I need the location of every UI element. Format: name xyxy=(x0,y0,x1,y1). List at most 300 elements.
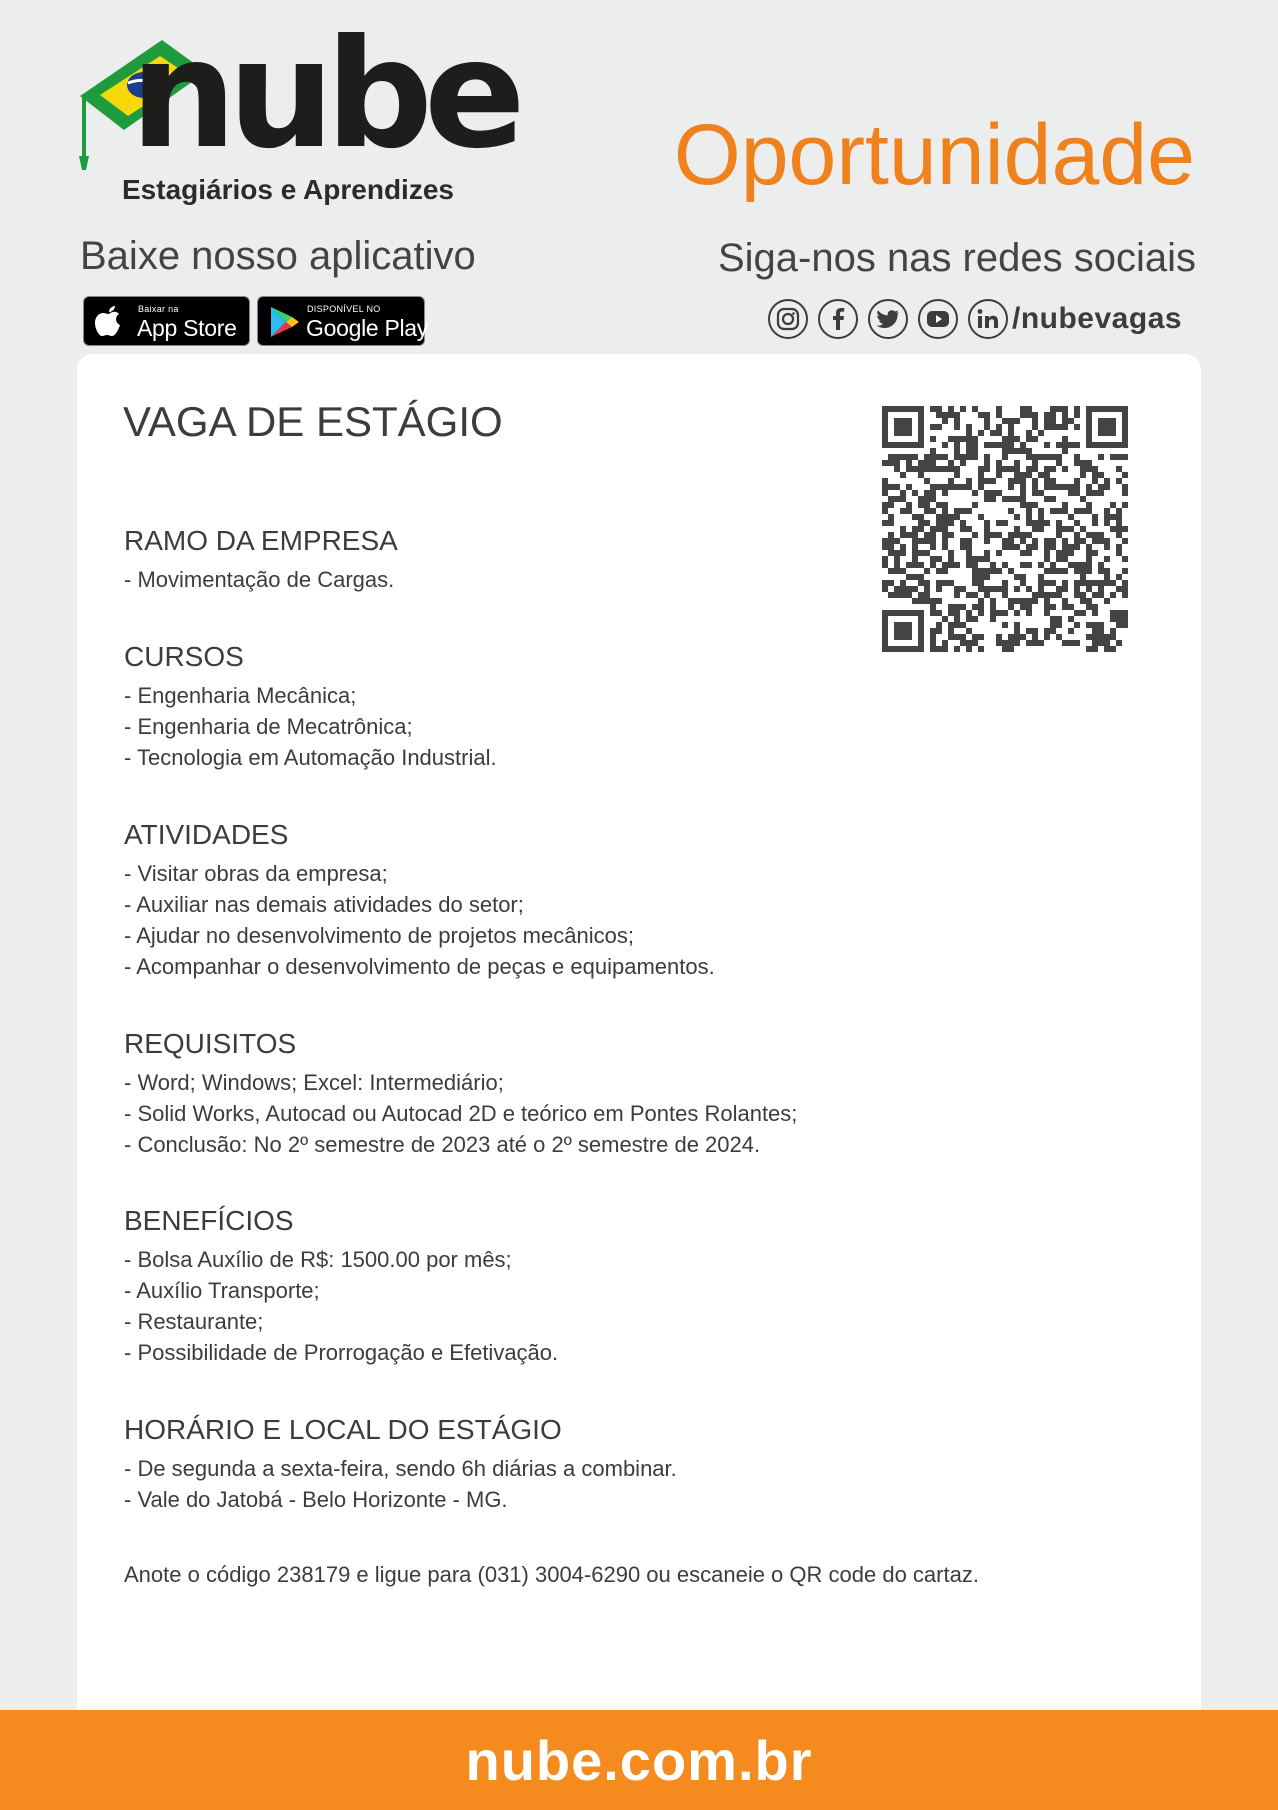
qr-module xyxy=(1050,478,1056,484)
qr-module xyxy=(1014,478,1020,484)
qr-module xyxy=(948,634,954,640)
qr-module xyxy=(1002,580,1008,586)
qr-module xyxy=(1074,592,1080,598)
qr-module xyxy=(996,460,1002,466)
qr-module xyxy=(1110,430,1116,436)
qr-module xyxy=(906,460,912,466)
qr-module xyxy=(1092,580,1098,586)
qr-module xyxy=(918,496,924,502)
qr-module xyxy=(888,568,894,574)
qr-module xyxy=(960,508,966,514)
qr-module xyxy=(918,640,924,646)
qr-module xyxy=(906,442,912,448)
qr-module xyxy=(1086,634,1092,640)
qr-module xyxy=(1020,634,1026,640)
qr-module xyxy=(942,520,948,526)
qr-module xyxy=(948,478,954,484)
facebook-icon[interactable] xyxy=(818,299,858,339)
qr-module xyxy=(894,562,900,568)
qr-module xyxy=(1026,508,1032,514)
qr-module xyxy=(1026,448,1032,454)
qr-module xyxy=(1074,538,1080,544)
qr-module xyxy=(948,520,954,526)
list-item: - Solid Works, Autocad ou Autocad 2D e teórico em Pontes Rolantes; xyxy=(124,1101,798,1126)
qr-module xyxy=(936,424,942,430)
qr-module xyxy=(954,508,960,514)
twitter-icon[interactable] xyxy=(868,299,908,339)
qr-module xyxy=(924,454,930,460)
qr-module xyxy=(1104,598,1110,604)
list-item: - Ajudar no desenvolvimento de projetos mecânicos; xyxy=(124,923,634,948)
youtube-icon[interactable] xyxy=(918,299,958,339)
qr-module xyxy=(972,640,978,646)
qr-module xyxy=(978,478,984,484)
qr-module xyxy=(954,472,960,478)
qr-module xyxy=(882,436,888,442)
instagram-icon[interactable] xyxy=(768,299,808,339)
qr-module xyxy=(1110,526,1116,532)
qr-module xyxy=(1086,466,1092,472)
qr-module xyxy=(930,598,936,604)
qr-module xyxy=(936,514,942,520)
qr-module xyxy=(1014,598,1020,604)
qr-module xyxy=(1062,424,1068,430)
qr-module xyxy=(1092,514,1098,520)
qr-module xyxy=(996,532,1002,538)
qr-module xyxy=(1116,526,1122,532)
qr-module xyxy=(1020,406,1026,412)
qr-module xyxy=(978,580,984,586)
qr-module xyxy=(930,436,936,442)
qr-module xyxy=(948,532,954,538)
qr-module xyxy=(954,454,960,460)
qr-module xyxy=(1032,502,1038,508)
qr-module xyxy=(918,514,924,520)
qr-module xyxy=(1038,472,1044,478)
qr-module xyxy=(984,496,990,502)
qr-module xyxy=(1092,604,1098,610)
qr-module xyxy=(1044,454,1050,460)
qr-module xyxy=(1062,448,1068,454)
qr-module xyxy=(906,592,912,598)
qr-module xyxy=(1056,508,1062,514)
qr-module xyxy=(882,478,888,484)
qr-module xyxy=(1068,418,1074,424)
list-item: - Acompanhar o desenvolvimento de peças e equipamentos. xyxy=(124,954,715,979)
qr-module xyxy=(888,442,894,448)
qr-module xyxy=(888,406,894,412)
qr-module xyxy=(984,424,990,430)
qr-module xyxy=(960,586,966,592)
qr-module xyxy=(1020,538,1026,544)
qr-module xyxy=(936,412,942,418)
qr-module xyxy=(1050,616,1056,622)
qr-module xyxy=(900,508,906,514)
qr-module xyxy=(936,598,942,604)
qr-module xyxy=(1098,442,1104,448)
qr-module xyxy=(1032,526,1038,532)
list-item: - Bolsa Auxílio de R$: 1500.00 por mês; xyxy=(124,1247,512,1272)
job-title: VAGA DE ESTÁGIO xyxy=(123,398,503,445)
qr-module xyxy=(1074,406,1080,412)
qr-code[interactable] xyxy=(882,406,1128,652)
qr-module xyxy=(1056,550,1062,556)
qr-module xyxy=(882,556,888,562)
qr-module xyxy=(1104,406,1110,412)
qr-module xyxy=(1002,466,1008,472)
qr-module xyxy=(1086,418,1092,424)
qr-module xyxy=(1098,562,1104,568)
qr-module xyxy=(984,418,990,424)
qr-module xyxy=(1026,640,1032,646)
qr-module xyxy=(924,586,930,592)
qr-module xyxy=(1056,484,1062,490)
qr-module xyxy=(1026,466,1032,472)
qr-module xyxy=(972,436,978,442)
qr-module xyxy=(990,442,996,448)
qr-module xyxy=(1074,544,1080,550)
qr-module xyxy=(1068,628,1074,634)
qr-module xyxy=(984,520,990,526)
qr-module xyxy=(1038,508,1044,514)
qr-module xyxy=(1038,526,1044,532)
qr-module xyxy=(1074,442,1080,448)
qr-module xyxy=(882,406,888,412)
qr-module xyxy=(900,532,906,538)
qr-module xyxy=(1014,628,1020,634)
qr-module xyxy=(954,646,960,652)
qr-module xyxy=(1020,412,1026,418)
qr-module xyxy=(1032,490,1038,496)
qr-module xyxy=(1074,454,1080,460)
qr-module xyxy=(1056,568,1062,574)
qr-module xyxy=(1008,532,1014,538)
qr-module xyxy=(930,562,936,568)
qr-module xyxy=(918,412,924,418)
qr-module xyxy=(978,568,984,574)
qr-module xyxy=(882,520,888,526)
qr-module xyxy=(960,526,966,532)
qr-module xyxy=(1050,622,1056,628)
qr-module xyxy=(1068,616,1074,622)
qr-module xyxy=(1122,586,1128,592)
qr-module xyxy=(1116,532,1122,538)
qr-module xyxy=(894,622,900,628)
qr-module xyxy=(1032,520,1038,526)
social-handle[interactable]: /nubevagas xyxy=(1012,302,1183,335)
qr-module xyxy=(1002,538,1008,544)
qr-module xyxy=(918,460,924,466)
qr-module xyxy=(882,484,888,490)
qr-module xyxy=(1032,484,1038,490)
qr-module xyxy=(1020,562,1026,568)
qr-module xyxy=(1002,622,1008,628)
qr-module xyxy=(966,556,972,562)
qr-module xyxy=(1086,484,1092,490)
qr-module xyxy=(942,442,948,448)
qr-module xyxy=(1092,532,1098,538)
list-item: - Engenharia Mecânica; xyxy=(124,683,357,708)
qr-module xyxy=(1020,478,1026,484)
qr-module xyxy=(1014,514,1020,520)
qr-module xyxy=(1122,406,1128,412)
qr-module xyxy=(1098,472,1104,478)
qr-module xyxy=(1032,412,1038,418)
qr-module xyxy=(900,442,906,448)
qr-module xyxy=(1074,412,1080,418)
qr-module xyxy=(1050,604,1056,610)
qr-module xyxy=(954,592,960,598)
qr-module xyxy=(888,646,894,652)
qr-module xyxy=(1092,622,1098,628)
qr-module xyxy=(954,634,960,640)
qr-module xyxy=(900,418,906,424)
qr-module xyxy=(1122,472,1128,478)
qr-module xyxy=(966,610,972,616)
qr-module xyxy=(1074,424,1080,430)
qr-module xyxy=(1056,622,1062,628)
qr-module xyxy=(1086,508,1092,514)
qr-module xyxy=(1062,502,1068,508)
qr-module xyxy=(930,544,936,550)
qr-module xyxy=(1038,574,1044,580)
qr-module xyxy=(906,508,912,514)
qr-module xyxy=(966,538,972,544)
qr-module xyxy=(1050,424,1056,430)
qr-module xyxy=(930,532,936,538)
qr-module xyxy=(900,406,906,412)
qr-module xyxy=(894,634,900,640)
qr-module xyxy=(1086,406,1092,412)
qr-module xyxy=(966,448,972,454)
section-heading: REQUISITOS xyxy=(124,1028,297,1059)
qr-module xyxy=(912,532,918,538)
qr-module xyxy=(1074,568,1080,574)
qr-module xyxy=(942,514,948,520)
qr-module xyxy=(1026,406,1032,412)
qr-module xyxy=(918,550,924,556)
qr-module xyxy=(1026,436,1032,442)
qr-module xyxy=(936,526,942,532)
qr-module xyxy=(1050,508,1056,514)
qr-module xyxy=(1026,598,1032,604)
qr-module xyxy=(894,610,900,616)
qr-module xyxy=(1038,490,1044,496)
qr-module xyxy=(918,520,924,526)
qr-module xyxy=(1008,436,1014,442)
qr-module xyxy=(912,490,918,496)
qr-module xyxy=(1110,424,1116,430)
qr-module xyxy=(1062,586,1068,592)
qr-module xyxy=(1032,460,1038,466)
app-store-button[interactable] xyxy=(83,296,250,346)
qr-module xyxy=(888,592,894,598)
qr-module xyxy=(1068,442,1074,448)
qr-module xyxy=(1062,640,1068,646)
qr-module xyxy=(942,640,948,646)
qr-module xyxy=(960,604,966,610)
qr-module xyxy=(996,520,1002,526)
qr-module xyxy=(1026,472,1032,478)
qr-module xyxy=(1026,628,1032,634)
qr-module xyxy=(1002,436,1008,442)
qr-module xyxy=(972,634,978,640)
qr-module xyxy=(900,490,906,496)
qr-module xyxy=(1080,592,1086,598)
qr-module xyxy=(1122,502,1128,508)
qr-module xyxy=(942,532,948,538)
qr-module xyxy=(1074,610,1080,616)
qr-module xyxy=(912,466,918,472)
qr-module xyxy=(912,610,918,616)
qr-module xyxy=(1116,514,1122,520)
qr-module xyxy=(978,610,984,616)
qr-module xyxy=(906,406,912,412)
qr-module xyxy=(1026,502,1032,508)
qr-module xyxy=(1122,454,1128,460)
qr-module xyxy=(1044,520,1050,526)
qr-module xyxy=(984,574,990,580)
qr-module xyxy=(900,568,906,574)
app-store-label: App Store xyxy=(137,315,237,341)
qr-module xyxy=(966,550,972,556)
qr-module xyxy=(918,562,924,568)
qr-module xyxy=(900,472,906,478)
qr-module xyxy=(1056,526,1062,532)
qr-module xyxy=(966,508,972,514)
google-play-button[interactable] xyxy=(257,296,428,346)
qr-module xyxy=(1080,568,1086,574)
website-link[interactable]: nube.com.br xyxy=(465,1728,813,1792)
qr-module xyxy=(1008,568,1014,574)
qr-module xyxy=(1032,592,1038,598)
nube-logo xyxy=(78,8,517,218)
qr-module xyxy=(978,430,984,436)
qr-module xyxy=(882,502,888,508)
qr-module xyxy=(1074,562,1080,568)
qr-module xyxy=(1044,604,1050,610)
qr-module xyxy=(918,616,924,622)
qr-module xyxy=(954,436,960,442)
qr-module xyxy=(1002,442,1008,448)
qr-module xyxy=(1062,556,1068,562)
qr-module xyxy=(942,508,948,514)
qr-module xyxy=(918,502,924,508)
qr-module xyxy=(1020,448,1026,454)
qr-module xyxy=(1116,640,1122,646)
qr-module xyxy=(1008,466,1014,472)
qr-module xyxy=(1074,478,1080,484)
qr-module xyxy=(918,592,924,598)
qr-module xyxy=(1110,514,1116,520)
qr-module xyxy=(1098,622,1104,628)
qr-module xyxy=(1056,406,1062,412)
qr-module xyxy=(894,484,900,490)
qr-module xyxy=(924,490,930,496)
qr-module xyxy=(1014,634,1020,640)
qr-module xyxy=(1074,508,1080,514)
qr-module xyxy=(1050,580,1056,586)
qr-module xyxy=(942,466,948,472)
qr-module xyxy=(936,646,942,652)
qr-module xyxy=(1068,514,1074,520)
qr-module xyxy=(1050,484,1056,490)
qr-module xyxy=(1098,628,1104,634)
qr-module xyxy=(942,418,948,424)
qr-module xyxy=(894,454,900,460)
qr-module xyxy=(1086,442,1092,448)
list-item: - Engenharia de Mecatrônica; xyxy=(124,714,413,739)
qr-module xyxy=(1080,610,1086,616)
qr-module xyxy=(948,484,954,490)
qr-module xyxy=(966,628,972,634)
qr-module xyxy=(1092,520,1098,526)
list-item: - Tecnologia em Automação Industrial. xyxy=(124,745,497,770)
qr-module xyxy=(1110,406,1116,412)
app-download-label: Baixe nosso aplicativo xyxy=(80,234,476,278)
qr-module xyxy=(954,616,960,622)
qr-module xyxy=(1038,580,1044,586)
qr-module xyxy=(918,472,924,478)
qr-module xyxy=(948,562,954,568)
qr-module xyxy=(1008,496,1014,502)
qr-module xyxy=(966,640,972,646)
qr-module xyxy=(936,502,942,508)
qr-module xyxy=(972,532,978,538)
qr-module xyxy=(1074,490,1080,496)
qr-module xyxy=(1116,544,1122,550)
list-item: - Restaurante; xyxy=(124,1309,264,1334)
qr-module xyxy=(1110,628,1116,634)
qr-module xyxy=(978,634,984,640)
qr-module xyxy=(906,646,912,652)
qr-module xyxy=(894,538,900,544)
qr-module xyxy=(936,466,942,472)
qr-module xyxy=(1044,538,1050,544)
qr-module xyxy=(882,634,888,640)
qr-module xyxy=(942,454,948,460)
qr-module xyxy=(1062,442,1068,448)
qr-module xyxy=(906,532,912,538)
qr-module xyxy=(1032,418,1038,424)
qr-module xyxy=(894,460,900,466)
qr-module xyxy=(936,628,942,634)
qr-module xyxy=(1098,490,1104,496)
qr-module xyxy=(888,520,894,526)
qr-module xyxy=(1014,622,1020,628)
qr-module xyxy=(978,484,984,490)
qr-module xyxy=(1056,460,1062,466)
qr-module xyxy=(912,406,918,412)
qr-module xyxy=(990,490,996,496)
section-cursos xyxy=(124,640,497,773)
section-horario-local xyxy=(124,1413,677,1515)
qr-module xyxy=(1044,484,1050,490)
qr-module xyxy=(954,586,960,592)
qr-module xyxy=(1068,604,1074,610)
qr-module xyxy=(1086,544,1092,550)
qr-module xyxy=(960,484,966,490)
qr-module xyxy=(900,628,906,634)
qr-module xyxy=(1002,562,1008,568)
qr-module xyxy=(1098,538,1104,544)
qr-module xyxy=(1074,586,1080,592)
qr-module xyxy=(1062,484,1068,490)
qr-module xyxy=(882,580,888,586)
qr-module xyxy=(1050,538,1056,544)
qr-module xyxy=(1110,592,1116,598)
linkedin-icon[interactable] xyxy=(968,299,1008,339)
